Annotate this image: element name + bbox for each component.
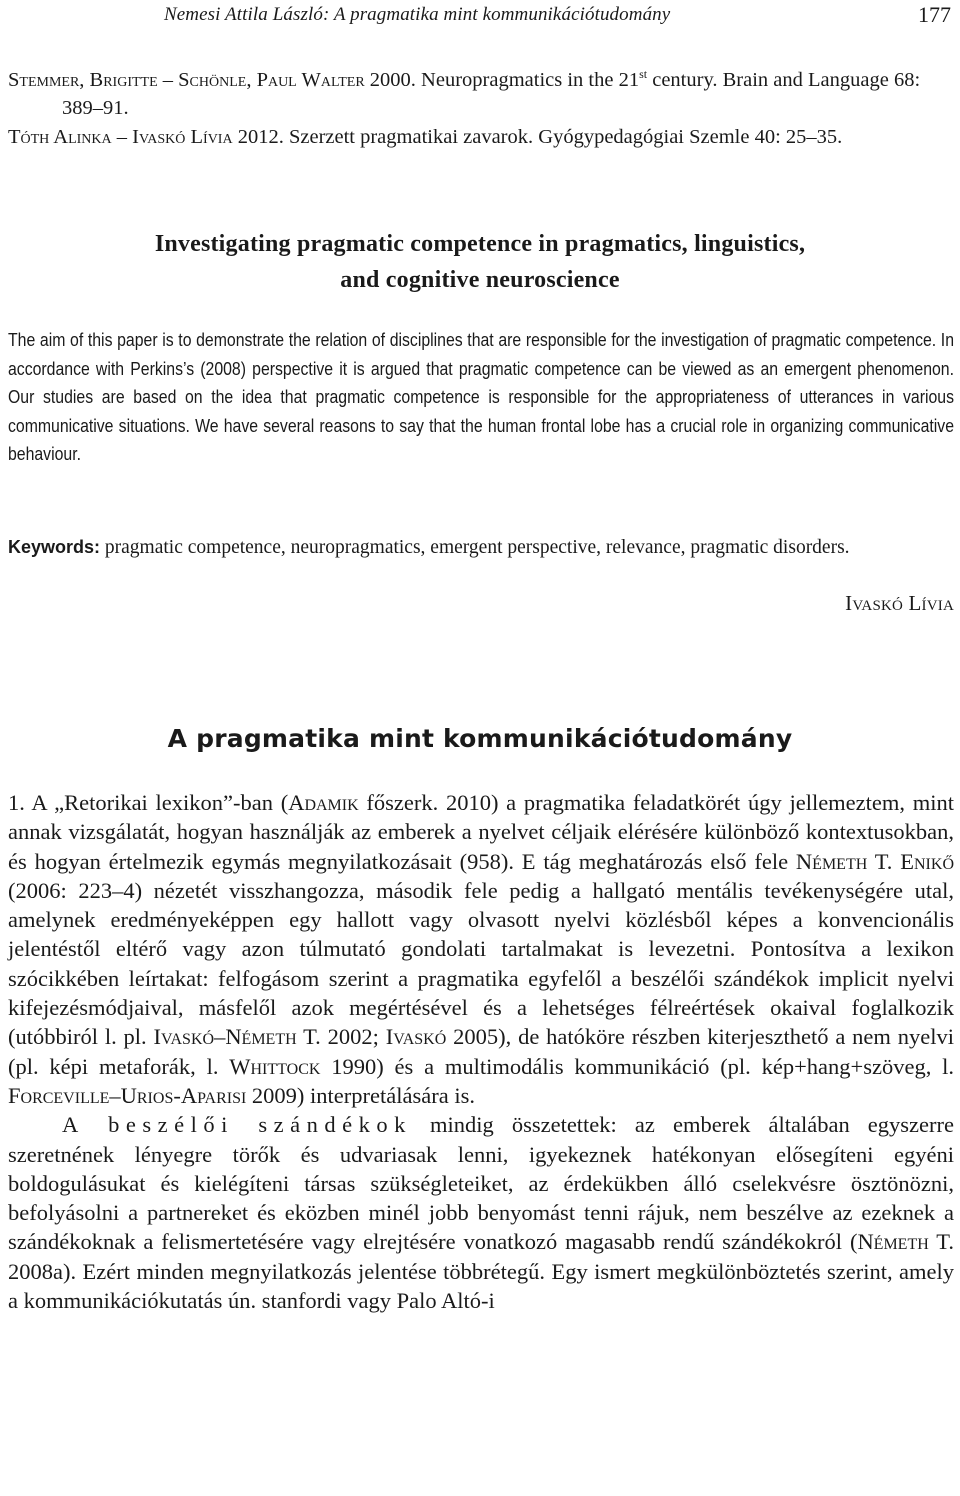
abstract-title [0, 226, 960, 298]
main-text [8, 788, 954, 1315]
text-run: (2006: 223–4) nézetét visszhangozza, második fele pedig a hallgató mentális tevékenységére utal, amelynek eredményeképpen egy hallott vagy olvasott nyelvi közlésből képes a konvencionális jelentéstől eltérő vagy azon túlmutató gondolati tartalmakat is levezetni. Pontosítva a lexikon szócikkében leírtakat: felfogásom szerint a pragmatika egyfelől a beszélői szándékok implicit nyelvi kifejezésmódjaival, másfelől azok megértésével és a lehetséges félreértések okaival foglalkozik (utóbbiról l. pl. [8, 877, 954, 1050]
text-run: 2002; [320, 1024, 386, 1050]
text-run: mindig összetettek: az emberek általában egyszerre szeretnének lényegre törők és udvariasak lenni, igyekeznek hatékonyan elősegíteni egyéni boldogulásukat és kielégíteni társas szükségleteiket, az érdekükben álló cselekvésre ösztönözni, befolyásolni a partnereket és eközben minél jobb benyomást tenni rájuk, nem beszélve az ezeknek a szándékoknak a felismertetésére vagy elrejtésére vonatkozó magasabb rendű szándékokról ( [8, 1112, 954, 1255]
abstract-author: Ivaskó Lívia [845, 591, 954, 615]
keywords-label: Keywords: [8, 537, 101, 557]
running-head-title: Nemesi Attila László: A pragmatika mint kommunikációtudomány [164, 4, 671, 25]
text-run: 2009) interpretálására is. [246, 1082, 475, 1108]
paragraph [8, 1110, 954, 1315]
text-run: 1990) és a multimodális kommunikáció (pl. kép+hang+szöveg, l. [320, 1053, 954, 1079]
reference-text: century. Brain and Language 68: 389–91. [62, 68, 921, 120]
author-name: Adamik [288, 790, 359, 815]
author-name: Ivaskó–Németh T. [153, 1024, 321, 1050]
reference-item [8, 123, 954, 152]
paragraph [8, 788, 954, 1110]
reference-authors: Stemmer, Brigitte – Schönle, Paul Walter [8, 68, 365, 91]
page-number: 177 [918, 2, 951, 27]
author-name: Ivaskó [385, 1024, 447, 1050]
reference-superscript: st [639, 67, 648, 81]
reference-item [8, 60, 954, 123]
section-title: A pragmatika mint kommunikációtudomány [167, 724, 793, 753]
reference-text: 2012. Szerzett pragmatikai zavarok. Gyógypedagógiai Szemle 40: 25–35. [232, 125, 843, 148]
text-run: főszerk. 2010) a pragmatika feladatkörét úgy jellemeztem, mint annak vizsgálatát, hogyan használják az emberek a nyelvet céljaik elérésére különböző kontextusokban, és hogyan értelmezik egymás megnyilatkozásait (958). E tág meghatározás első fele [8, 790, 954, 874]
reference-authors: Tóth Alinka – Ivaskó Lívia [8, 125, 233, 148]
keywords [8, 533, 954, 562]
running-head [0, 4, 955, 28]
abstract-title-line: Investigating pragmatic competence in pragmatics, linguistics, [154, 231, 806, 257]
keywords-text: pragmatic competence, neuropragmatics, emergent perspective, relevance, pragmatic disorders. [100, 537, 850, 558]
author-name: Németh T. Enikő [795, 848, 954, 874]
text-run: 2005), de hatóköre részben kiterjeszthető a nem nyelvi (pl. képi metaforák, l. [8, 1024, 954, 1079]
text-run: 2008a). Ezért minden megnyilatkozás jelentése többrétegű. Egy ismert megkülönböztetés szerint, amely a kommunikációkutatás ún. stanfordi vagy Palo Altó-i [8, 1258, 954, 1314]
paragraph-number: 1. [8, 790, 25, 815]
reference-text: 2000. Neuropragmatics in the 21 [364, 68, 640, 91]
emphasized-term: A beszélői szándékok [62, 1112, 412, 1138]
reference-list [8, 60, 954, 151]
author-name: Németh T. [857, 1229, 954, 1255]
author-name: Whittock [229, 1053, 321, 1079]
text-run: A „Retorikai lexikon”-ban ( [24, 790, 289, 815]
abstract-body: The aim of this paper is to demonstrate the relation of disciplines that are responsible for the investigation of pragmatic competence. In accordance with Perkins’s (2008) perspective it is argued that pragmatic competence can be viewed as an emergent phenomenon. Our studies are based on the idea that pragmatic competence is responsible for the appropriateness of utterances in various communicative situations. We have several reasons to say that the human frontal lobe has a crucial role in organizing communicative behaviour. [8, 329, 954, 465]
abstract-title-line: and cognitive neuroscience [340, 267, 620, 293]
author-name: Forceville–Urios-Aparisi [8, 1082, 247, 1108]
